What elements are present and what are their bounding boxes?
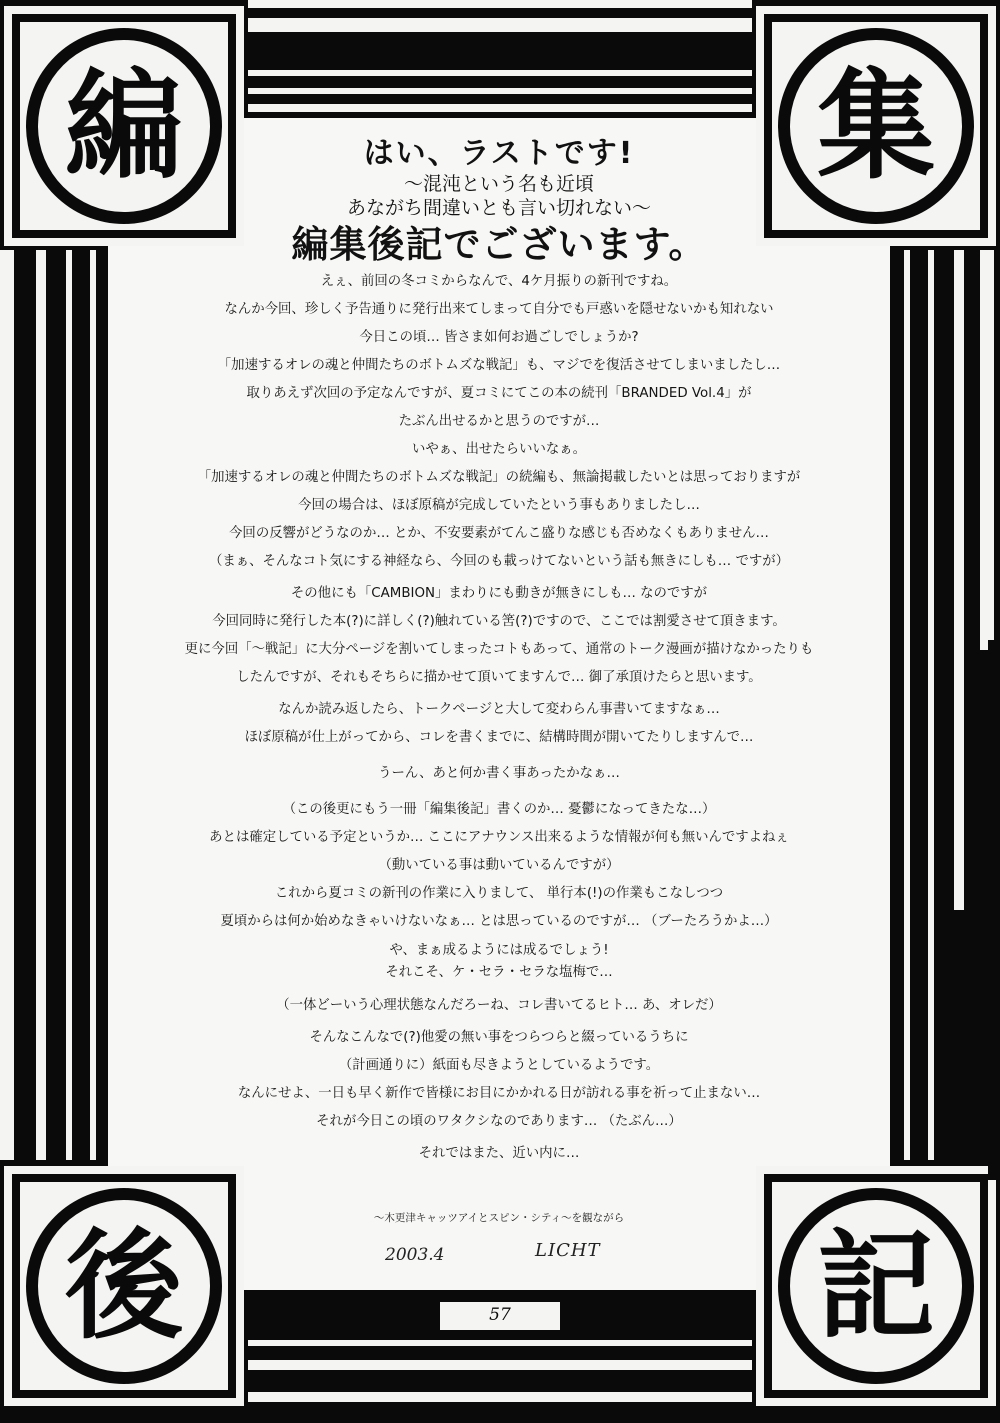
body-line: それが今日この頃のワタクシなのであります… （たぶん…） — [316, 1114, 682, 1129]
date: 2003.4 — [385, 1245, 445, 1265]
body-line: （一体どーいう心理状態なんだろーね、コレ書いてるヒト… あ、オレだ） — [276, 998, 722, 1013]
right-stripe-4 — [980, 250, 994, 650]
body-line: そんなこんなで(?)他愛の無い事をつらつらと綴っているうちに — [309, 1030, 689, 1045]
top-band-1 — [248, 0, 752, 8]
right-stripe-2 — [928, 250, 934, 1160]
left-stripe-1 — [0, 250, 14, 1160]
left-stripe-2 — [36, 250, 46, 1160]
corner-glyph-go: 後 — [64, 1217, 183, 1355]
body-line: 「加速するオレの魂と仲間たちのボトムズな戦記」も、マジでを復活させてしまいましたし… — [217, 358, 781, 373]
page-number: 57 — [489, 1305, 511, 1325]
body-line: 今日この頃… 皆さま如何お過ごしでしょうか? — [359, 330, 639, 345]
body-line: 「加速するオレの魂と仲間たちのボトムズな戦記」の続編も、無論掲載したいとは思っておりますが — [197, 470, 801, 485]
body-line: したんですが、それもそちらに描かせて頂いてますんで… 御了承頂けたらと思います。 — [236, 670, 762, 685]
body-line: それではまた、近い内に… — [418, 1146, 580, 1161]
title-line-2: ～混沌という名も近頃 — [403, 173, 594, 195]
top-band-3 — [248, 70, 752, 76]
body-line: いやぁ、出せたらいいなぁ。 — [411, 442, 587, 457]
afterword-body — [108, 268, 890, 1168]
body-line: や、まぁ成るようには成るでしょう! — [389, 943, 609, 958]
left-stripe-4 — [90, 250, 96, 1160]
bottom-band-1 — [248, 1340, 752, 1346]
corner-emblem-bottom-left — [4, 1166, 244, 1406]
bottom-band-3 — [248, 1392, 752, 1402]
body-line: 今回の場合は、ほぼ原稿が完成していたという事もありましたし… — [298, 498, 700, 513]
right-stripe-1 — [904, 250, 910, 1160]
body-line: （動いている事は動いているんですが） — [378, 858, 620, 873]
right-stripe-3 — [954, 250, 964, 910]
title-line-3: あながち間違いとも言い切れない～ — [346, 197, 651, 219]
corner-glyph-ki: 記 — [816, 1217, 935, 1355]
corner-emblem-bottom-right — [756, 1166, 996, 1406]
scan-edge — [988, 640, 1000, 1180]
body-line: （まぁ、そんなコト気にする神経なら、今回のも載っけてないという話も無きにしも… ですが） — [208, 554, 790, 569]
body-line: なんか読み返したら、トークページと大して変わらん事書いてますなぁ… — [278, 702, 720, 717]
body-line: （計画通りに）紙面も尽きようとしているようです。 — [338, 1058, 660, 1073]
signature: LICHT — [535, 1240, 601, 1261]
body-line: なんにせよ、一日も早く新作で皆様にお目にかかれる日が訪れる事を祈って止まない… — [237, 1086, 761, 1101]
body-line: えぇ、前回の冬コミからなんで、4ケ月振りの新刊ですね。 — [320, 274, 678, 289]
body-line: 夏頃からは何か始めなきゃいけないなぁ… とは思っているのですが… （ブーたろうかよ…） — [220, 914, 778, 929]
top-band-2 — [248, 18, 752, 32]
body-line: 今回同時に発行した本(?)に詳しく(?)触れている筈(?)ですので、ここでは割愛させて頂きます。 — [212, 614, 786, 629]
body-line: （この後更にもう一冊「編集後記」書くのか… 憂鬱になってきたな…） — [282, 802, 716, 817]
top-band-4 — [248, 88, 752, 94]
body-line: それこそ、ケ・セラ・セラな塩梅で… — [385, 965, 613, 980]
top-band-5 — [248, 104, 752, 112]
credit-line: ～木更津キャッツアイとスピン・シティ～を観ながら — [373, 1212, 625, 1224]
corner-glyph-shuu: 集 — [816, 57, 935, 195]
body-line: これから夏コミの新刊の作業に入りまして、 単行本(!)の作業もこなしつつ — [274, 886, 724, 901]
body-line: ほぼ原稿が仕上がってから、コレを書くまでに、結構時間が開いてたりしますんで… — [244, 730, 754, 745]
left-stripe-3 — [66, 250, 72, 1160]
body-line: たぶん出せるかと思うのですが… — [398, 414, 600, 429]
title-heading: 編集後記でございます。 — [291, 223, 707, 266]
body-line: なんか今回、珍しく予告通りに発行出来てしまって自分でも戸惑いを隠せないかも知れない — [224, 302, 774, 317]
body-line: あとは確定している予定というか… ここにアナウンス出来るような情報が何も無いんですよねぇ — [209, 830, 789, 845]
title-block — [108, 130, 890, 268]
body-line: 更に今回「～戦記」に大分ページを割いてしまったコトもあって、通常のトーク漫画が描けなかったりも — [184, 642, 814, 657]
body-line: うーん、あと何か書く事あったかなぁ… — [378, 766, 620, 781]
body-line: その他にも「CAMBION」まわりにも動きが無きにしも… なのですが — [290, 586, 708, 601]
body-line: 今回の反響がどうなのか… とか、不安要素がてんこ盛りな感じも否めなくもありません… — [229, 526, 769, 541]
body-line: 取りあえず次回の予定なんですが、夏コミにてこの本の続刊「BRANDED Vol.4」が — [246, 386, 752, 401]
corner-glyph-hen: 編 — [64, 57, 183, 195]
title-line-1: はい、ラストです! — [363, 136, 635, 171]
bottom-band-2 — [248, 1360, 752, 1370]
